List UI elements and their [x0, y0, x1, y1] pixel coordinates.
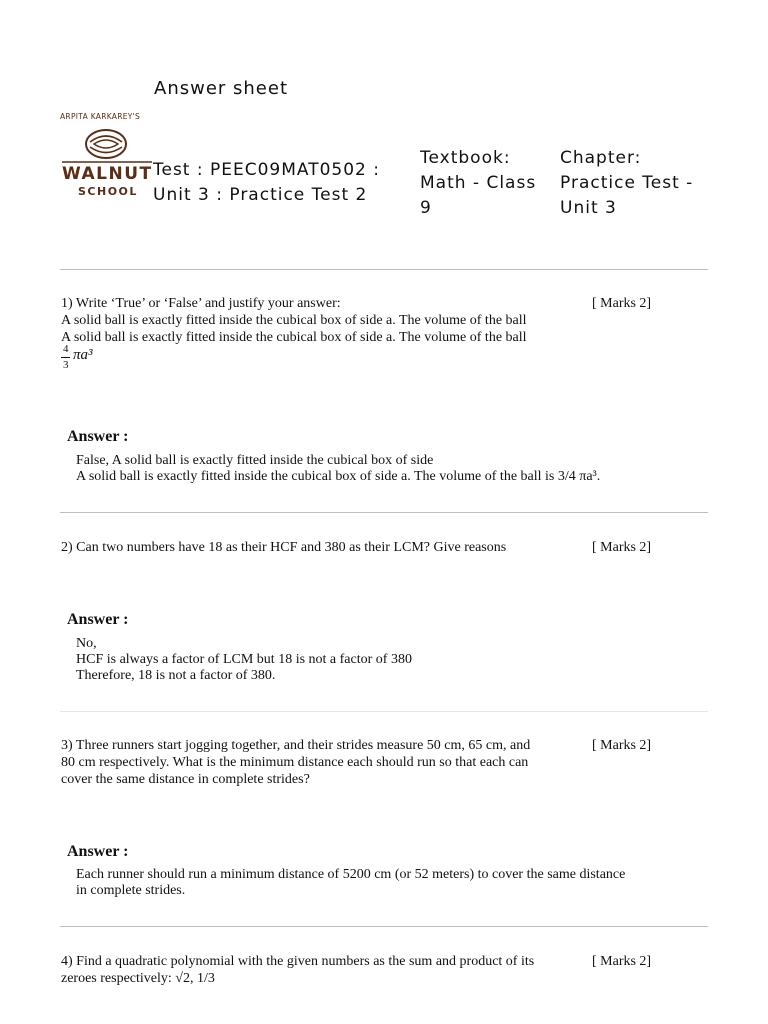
test-line: Unit 3 : Practice Test 2: [153, 185, 368, 205]
textbook-info: [420, 146, 550, 221]
answer-text: No,: [76, 636, 97, 651]
school-logo: [60, 112, 155, 202]
answer-2-label: Answer :: [67, 611, 129, 628]
answer-2: [76, 636, 696, 684]
question-1-marks: [ Marks 2]: [592, 296, 652, 311]
answer-1: [76, 453, 696, 485]
question-text: zeroes respectively: √2, 1/3: [61, 971, 215, 986]
question-text: 2) Can two numbers have 18 as their HCF and 380 as their LCM? Give reasons: [61, 540, 507, 555]
question-text: A solid ball is exactly fitted inside the cubical box of side a. The volume of the ball: [61, 313, 527, 328]
answer-text: A solid ball is exactly fitted inside the cubical box of side a. The volume of the ball is 3/4 πa³.: [76, 469, 601, 484]
answer-text: False, A solid ball is exactly fitted inside the cubical box of side: [76, 453, 434, 468]
logo-top-text: ARPITA KARKAREY'S: [60, 112, 141, 121]
question-1: [61, 295, 581, 346]
textbook-line: Math - Class: [420, 173, 537, 193]
formula-numerator: 4: [63, 343, 69, 355]
answer-text: HCF is always a factor of LCM but 18 is not a factor of 380: [76, 652, 412, 667]
divider: [60, 711, 708, 712]
answer-3-label: Answer :: [67, 843, 129, 860]
divider: [60, 926, 708, 927]
question-3: [61, 737, 581, 788]
chapter-info: [560, 146, 720, 221]
answer-1-label: Answer :: [67, 428, 129, 445]
question-2-marks: [ Marks 2]: [592, 540, 652, 555]
question-3-marks: [ Marks 2]: [592, 738, 652, 753]
test-info: [153, 158, 403, 208]
chapter-line: Practice Test -: [560, 173, 694, 193]
question-text: 1) Write ‘True’ or ‘False’ and justify your answer:: [61, 296, 341, 311]
question-text: 3) Three runners start jogging together, and their strides measure 50 cm, 65 cm, and: [61, 738, 531, 753]
divider: [60, 269, 708, 270]
logo-word-walnut: WALNUT: [62, 164, 153, 184]
answer-text: Each runner should run a minimum distance of 5200 cm (or 52 meters) to cover the same distance: [76, 867, 626, 882]
question-4-marks: [ Marks 2]: [592, 954, 652, 969]
formula-denominator: 3: [63, 359, 69, 371]
fraction-bar: [61, 357, 70, 358]
question-text: A solid ball is exactly fitted inside the cubical box of side a. The volume of the ball: [61, 330, 527, 345]
textbook-line: Textbook:: [420, 148, 511, 168]
question-2: [61, 539, 581, 556]
question-text: cover the same distance in complete strides?: [61, 772, 310, 787]
question-text: 4) Find a quadratic polynomial with the given numbers as the sum and product of its: [61, 954, 535, 969]
question-4: [61, 953, 581, 987]
sheet-title: Answer sheet: [154, 78, 289, 99]
answer-text: Therefore, 18 is not a factor of 380.: [76, 668, 276, 683]
walnut-logo-icon: [60, 124, 155, 164]
answer-3: [76, 867, 696, 899]
divider: [60, 512, 708, 513]
chapter-line: Unit 3: [560, 198, 617, 218]
answer-text: in complete strides.: [76, 883, 186, 898]
question-text: 80 cm respectively. What is the minimum distance each should run so that each can: [61, 755, 529, 770]
textbook-line: 9: [420, 198, 432, 218]
test-line: Test : PEEC09MAT0502 :: [153, 160, 381, 180]
formula-expression: πa³: [73, 347, 93, 363]
chapter-line: Chapter:: [560, 148, 642, 168]
logo-word-school: SCHOOL: [78, 185, 138, 198]
